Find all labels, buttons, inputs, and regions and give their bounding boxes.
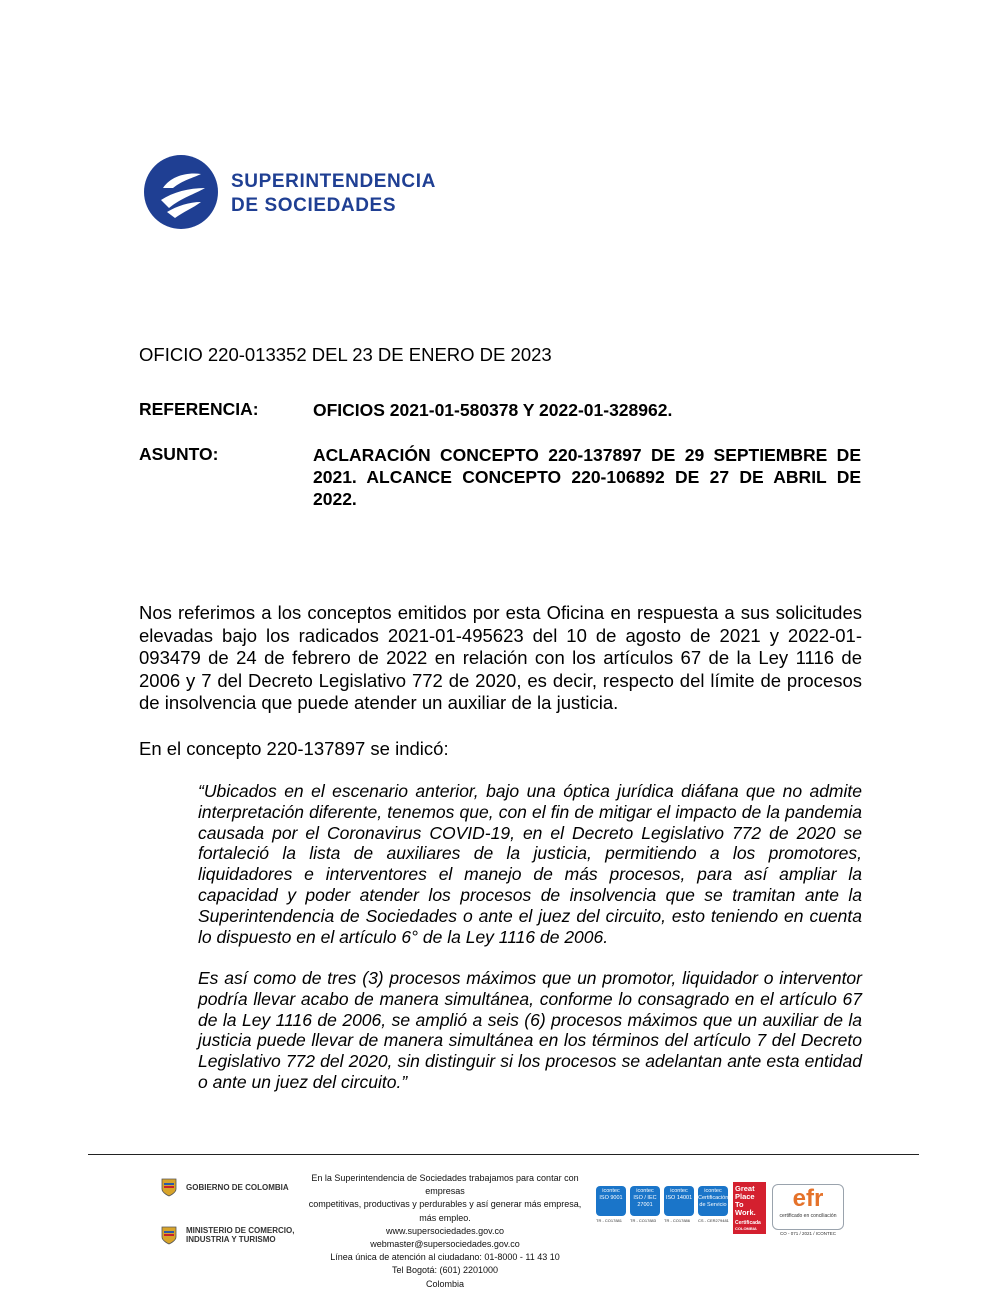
quote-paragraph-2: Es así como de tres (3) procesos máximos que un promotor, liquidador o interventor podría llevar acabo de manera simultánea, conforme lo consagrado en el artículo 67 de la Ley 1116 de 2006, se amplió a seis (6) procesos máximos que un auxiliar de la justicia puede llevar de manera simultánea en los términos del artículo 7 del Decreto Legislativo 772 del 2020, sin distinguir si los procesos se adelantan ante esta entidad o ante un juez del circuito.” — [198, 968, 862, 1092]
ministerio-line-2: INDUSTRIA Y TURISMO — [186, 1235, 276, 1244]
gptw-line-4: Work. — [735, 1208, 756, 1217]
referencia-label: REFERENCIA: — [139, 399, 259, 419]
cert-brand: icontec — [636, 1188, 654, 1194]
logo-wordmark — [231, 170, 436, 218]
superintendencia-logo — [143, 152, 473, 232]
efr-code: CO - 071 / 2021 / ICONTEC — [779, 1231, 837, 1236]
cert-code: TR - CO17883 — [630, 1218, 657, 1223]
gobierno-label: GOBIERNO DE COLOMBIA — [186, 1182, 289, 1192]
ministerio-line-1: MINISTERIO DE COMERCIO, — [186, 1226, 295, 1235]
icontec-badge-4 — [698, 1186, 728, 1228]
icontec-badge-2 — [630, 1186, 660, 1228]
icontec-badge-3 — [664, 1186, 694, 1228]
cert-brand: icontec — [602, 1188, 620, 1194]
logo-line-1: SUPERINTENDENCIA — [231, 171, 436, 192]
footer-line-1: En la Superintendencia de Sociedades trabajamos para contar con empresas — [311, 1173, 579, 1197]
efr-logo-text: efr — [792, 1185, 824, 1212]
icontec-icon — [664, 1186, 694, 1216]
footer-line-7: Colombia — [425, 1278, 465, 1289]
icontec-icon — [596, 1186, 626, 1216]
gobierno-colombia-badge — [160, 1174, 296, 1200]
efr-badge — [772, 1184, 844, 1230]
footer-website-link[interactable]: www.supersociedades.gov.co — [386, 1225, 504, 1236]
cert-standard: ISO 9001 — [599, 1195, 623, 1201]
asunto-label: ASUNTO: — [139, 444, 219, 464]
asunto-value: ACLARACIÓN CONCEPTO 220-137897 DE 29 SEPTIEMBRE DE 2021. ALCANCE CONCEPTO 220-106892 DE 27 DE ABRIL DE 2022. — [313, 445, 861, 509]
gptw-line-2: Place — [735, 1192, 755, 1201]
body-paragraph-2: En el concepto 220-137897 se indicó: — [139, 738, 449, 759]
efr-subtitle: certificado en conciliación — [779, 1213, 837, 1219]
colombia-seal-icon — [160, 1177, 178, 1197]
footer-email-link[interactable]: webmaster@supersociedades.gov.co — [370, 1239, 520, 1250]
gptw-country: COLOMBIA — [735, 1226, 757, 1231]
great-place-to-work-badge — [733, 1182, 766, 1234]
cert-brand: icontec — [704, 1188, 722, 1194]
cert-code: TR - CO17881 — [596, 1218, 623, 1223]
gptw-subtitle: Certificada — [735, 1220, 761, 1226]
footer-contact-info — [300, 1172, 590, 1291]
ministerio-seal-icon — [160, 1225, 178, 1245]
footer-line-5: Línea única de atención al ciudadano: 01-8000 - 11 43 10 — [330, 1252, 560, 1263]
oficio-number: OFICIO 220-013352 DEL 23 DE ENERO DE 2023 — [139, 344, 552, 365]
gptw-line-3: To — [735, 1200, 744, 1209]
cert-standard: Certificación de Servicio — [698, 1195, 729, 1208]
gptw-line-1: Great — [735, 1184, 755, 1193]
icontec-icon — [698, 1186, 728, 1216]
logo-line-2: DE SOCIEDADES — [231, 195, 397, 216]
footer-line-6: Tel Bogotá: (601) 2201000 — [391, 1265, 499, 1276]
footer-line-2: competitivas, productivas y perdurables y así generar más empresa, más empleo. — [308, 1199, 582, 1223]
icontec-icon — [630, 1186, 660, 1216]
referencia-value: OFICIOS 2021-01-580378 Y 2022-01-328962. — [313, 400, 673, 420]
body-paragraph-1: Nos referimos a los conceptos emitidos por esta Oficina en respuesta a sus solicitudes elevadas bajo los radicados 2021-01-495623 del 10 de agosto de 2021 y 2022-01-093479 de 24 de febrero de 2022 en relación con los artículos 67 de la Ley 1116 de 2006 y 7 del Decreto Legislativo 772 de 2020, es decir, respecto del límite de procesos de insolvencia que puede atender un auxiliar de la justicia. — [139, 602, 862, 713]
ministerio-badge — [160, 1222, 296, 1248]
logo-emblem-icon — [143, 152, 223, 232]
quote-paragraph-1: “Ubicados en el escenario anterior, bajo una óptica jurídica diáfana que no admite interpretación diferente, tenemos que, con el fin de mitigar el impacto de la pandemia causada por el Coronavirus COVID-19, en el Decreto Legislativo 772 de 2020 se fortaleció la lista de auxiliares de la justicia, permitiendo a los promotores, liquidadores e interventores el manejo de más procesos, para así ampliar la capacidad y poder atender los procesos de insolvencia que se tramitan ante la Superintendencia de Sociedades o ante el juez del circuito, esto teniendo en cuenta lo dispuesto en el artículo 6° de la Ley 1116 de 2006. — [198, 781, 862, 947]
ministerio-label — [186, 1226, 296, 1244]
icontec-badge-1 — [596, 1186, 626, 1228]
cert-standard: ISO / IEC 27001 — [633, 1195, 657, 1208]
cert-code: CS - CER279481 — [698, 1218, 729, 1223]
cert-code: TR - CO17886 — [664, 1218, 691, 1223]
cert-brand: icontec — [670, 1188, 688, 1194]
footer-divider — [88, 1154, 919, 1155]
cert-standard: ISO 14001 — [665, 1195, 693, 1201]
